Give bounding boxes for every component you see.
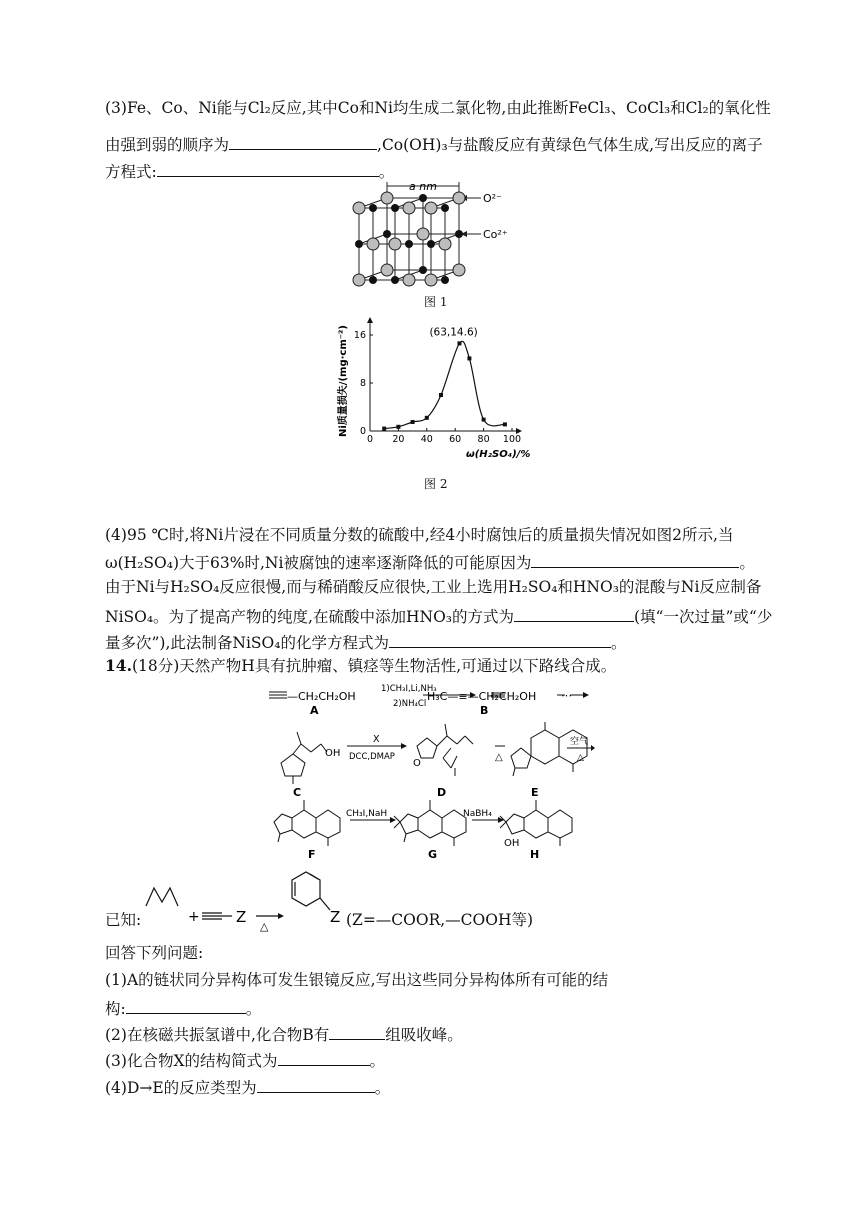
label-h: H [530,848,540,860]
y-tick-label: 0 [359,426,366,437]
answer-blank[interactable] [257,1076,375,1093]
x-tick-label: 80 [477,434,490,445]
known-reaction [140,858,360,933]
answer-blank[interactable] [126,997,246,1014]
answer-prompt: 回答下列问题: [105,944,204,962]
edge-length-label: a nm [409,180,437,193]
reagent-x: X [373,734,380,745]
q13-part4-line1: (4)95 ℃时,将Ni片浸在不同质量分数的硫酸中,经4小时腐蚀后的质量损失情况如图2所示,当 [105,526,734,544]
label-b: B [480,704,489,716]
cation-label: Co²⁺ [483,228,508,241]
q13-part3-line1: (3)Fe、Co、Ni能与Cl₂反应,其中Co和Ni均生成二氯化物,由此推断FeCl₃、CoCl₃和Cl₂的氧化性 [105,99,771,117]
label-d: D [437,786,447,798]
y-tick-label: 16 [353,330,366,341]
known-prefix: 已知: [105,911,142,929]
reagent-ch3i-nah: CH₃I,NaH [346,809,388,819]
answer-blank[interactable] [278,1049,370,1066]
heat-symbol-2: △ [577,753,584,763]
data-point [411,420,415,424]
known-note: (Z=—COOR,—COOH等) [346,911,534,929]
figure-1-caption: 图 1 [424,295,448,309]
q13-part3-line2: 由强到弱的顺序为 ,Co(OH)₃与盐酸反应有黄绿色气体生成,写出反应的离子 [105,133,763,155]
oh-group-h: OH [504,838,520,849]
compound-a-formula: —CH₂CH₂OH [287,690,356,703]
x-tick-label: 60 [449,434,462,445]
answer-blank[interactable] [329,1023,385,1040]
reagent-dcc-dmap: DCC,DMAP [349,752,395,762]
answer-blank[interactable] [389,631,611,648]
q13-part3-line3: 方程式: 。 [105,160,394,182]
svg-text:+: + [188,909,200,925]
reagent-nabh4: NaBH₄ [463,809,492,819]
data-point [482,418,486,422]
q13-part4-line5: 量多次”),此法制备NiSO₄的化学方程式为 。 [105,631,626,653]
label-c: C [293,786,302,798]
x-tick-label: 0 [366,434,374,445]
answer-blank[interactable] [531,551,739,568]
figure-2-chart [330,315,535,465]
x-tick-label: 20 [392,434,405,445]
answer-blank[interactable] [229,133,377,150]
label-a: A [310,704,319,716]
label-f: F [308,848,316,860]
air-label: 空气 [570,737,589,747]
q14-part3: (3)化合物X的结构简式为 。 [105,1049,385,1071]
known-z-1: Z [236,908,247,926]
anion-label: O²⁻ [483,192,502,205]
data-point [425,416,429,420]
q14-part4: (4)D→E的反应类型为 。 [105,1076,390,1098]
data-point [396,425,400,429]
q13-part4-line4: NiSO₄。为了提高产物的纯度,在硫酸中添加HNO₃的方式为 (填“一次过量”或“少 [105,605,772,627]
q13-part4-line2: ω(H₂SO₄)大于63%时,Ni被腐蚀的速率逐渐降低的可能原因为 。 [105,551,755,573]
synthesis-row-3 [268,792,578,860]
figure-2-caption: 图 2 [424,477,448,491]
heat-symbol: △ [495,752,503,763]
series-curve [384,341,505,428]
synthesis-row-1 [265,680,595,716]
data-point [503,422,507,426]
q13-part4-line3: 由于Ni与H₂SO₄反应很慢,而与稀硝酸反应很快,工业上选用H₂SO₄和HNO₃的混酸与Ni反应制备 [105,578,762,596]
data-point [457,341,461,345]
data-point [382,427,386,431]
x-axis-label: ω(H₂SO₄)/% [466,449,531,460]
q14-part2: (2)在核磁共振氢谱中,化合物B有 组吸收峰。 [105,1023,463,1045]
q14-header: 14.(18分)天然产物H具有抗肿瘤、镇痉等生物活性,可通过以下路线合成。 [105,656,617,675]
x-tick-label: 40 [420,434,433,445]
data-point [439,393,443,397]
q14-part1-line2: 构: 。 [105,997,261,1019]
compound-b-formula: H₃C—≡—CH₂CH₂OH [427,690,537,703]
oh-group: OH [325,748,341,759]
x-tick-label: 100 [502,434,522,445]
peak-annotation: (63,14.6) [429,326,478,339]
answer-blank[interactable] [157,160,379,177]
data-point [467,356,471,360]
known-z-2: Z [330,908,341,926]
figure-1-crystal-lattice [345,178,525,290]
answer-blank[interactable] [514,605,634,622]
y-tick-label: 8 [359,378,366,389]
compound-b-tail: ⋯ [561,689,572,702]
y-axis-label: Ni质量损失/(mg·cm⁻²) [338,325,349,437]
reagent-a-top: 1)CH₃I,Li,NH₃ [381,684,437,694]
o-atom: O [413,758,421,769]
q14-part1-line1: (1)A的链状同分异构体可发生银镜反应,写出这些同分异构体所有可能的结 [105,971,609,989]
reagent-a-bottom: 2)NH₄Cl [393,699,427,709]
label-e: E [531,786,539,798]
label-g: G [428,848,438,860]
known-heat: △ [260,920,269,933]
synthesis-row-2 [265,718,595,798]
